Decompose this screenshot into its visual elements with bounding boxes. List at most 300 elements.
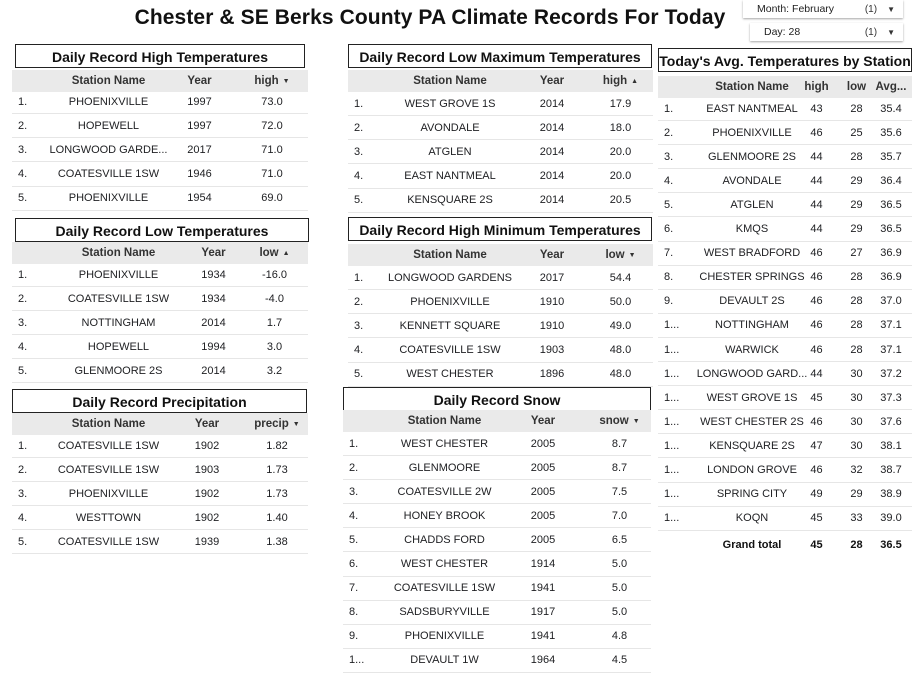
cell-station: PHOENIXVILLE <box>78 268 159 281</box>
cell-high: 46 <box>810 295 823 308</box>
table-row[interactable] <box>658 169 912 193</box>
column-header-year[interactable] <box>534 244 570 266</box>
chevron-down-icon[interactable]: ▼ <box>887 4 895 14</box>
column-header-station[interactable] <box>371 410 518 432</box>
cell-high: 46 <box>810 343 823 356</box>
column-header-station[interactable] <box>40 413 177 435</box>
cell-year: 2014 <box>539 121 565 134</box>
table-header-row <box>343 410 651 432</box>
cell-value: -4.0 <box>265 292 284 305</box>
column-header-station[interactable] <box>40 242 197 264</box>
column-header-low[interactable]: low <box>846 81 867 93</box>
cell-station: NOTTINGHAM <box>715 319 789 332</box>
table-row[interactable] <box>658 218 912 242</box>
column-header-value[interactable] <box>588 410 651 432</box>
cell-idx: 1... <box>664 415 680 428</box>
cell-high: 44 <box>810 174 823 187</box>
table-row[interactable] <box>348 189 653 213</box>
cell-value: 4.5 <box>611 654 628 667</box>
cell-idx: 2. <box>18 463 28 476</box>
cell-low: 29 <box>850 488 863 501</box>
chevron-down-icon[interactable]: ▼ <box>887 27 895 37</box>
month-filter[interactable] <box>743 0 903 18</box>
table-title: Daily Record Low Maximum Temperatures <box>348 44 652 68</box>
cell-station: HOPEWELL <box>77 119 140 132</box>
table-row[interactable] <box>658 193 912 217</box>
cell-high: 46 <box>810 415 823 428</box>
cell-idx: 2. <box>664 126 674 139</box>
sort-icon[interactable]: ▼ <box>292 420 300 428</box>
table-row[interactable] <box>343 504 651 528</box>
cell-idx: 1... <box>664 439 680 452</box>
cell-high: 45 <box>810 391 823 404</box>
cell-station: SADSBURYVILLE <box>399 606 490 619</box>
cell-low: 28 <box>850 319 863 332</box>
cell-idx: 3. <box>354 319 364 332</box>
column-header-station[interactable] <box>40 70 177 92</box>
table-row[interactable] <box>348 339 653 363</box>
cell-station: AVONDALE <box>722 174 782 187</box>
cell-idx: 1... <box>664 343 680 356</box>
table-row[interactable] <box>658 314 912 338</box>
table-row[interactable] <box>343 480 651 504</box>
cell-idx: 2. <box>349 461 359 474</box>
sort-icon[interactable]: ▼ <box>632 417 640 425</box>
table-row[interactable] <box>343 553 651 577</box>
table-row[interactable] <box>12 506 308 530</box>
cell-value: 69.0 <box>261 192 283 205</box>
cell-avg: 36.9 <box>880 271 902 284</box>
table-row[interactable] <box>343 649 651 673</box>
cell-station: GLENMOORE 2S <box>74 364 163 377</box>
cell-idx: 5. <box>349 533 359 546</box>
cell-idx: 1... <box>664 464 680 476</box>
cell-year: 2005 <box>530 533 556 546</box>
cell-station: WESTTOWN <box>75 511 142 524</box>
column-header-station[interactable] <box>376 70 524 92</box>
table-row[interactable] <box>12 263 308 287</box>
cell-value: 1.7 <box>266 316 283 329</box>
cell-high: 44 <box>810 367 823 380</box>
cell-value: 20.0 <box>609 145 632 158</box>
table-row[interactable] <box>12 90 308 114</box>
column-header-label: precip <box>254 418 289 430</box>
table-row[interactable] <box>12 138 308 162</box>
column-header-year[interactable] <box>187 413 227 435</box>
cell-low: 28 <box>850 343 863 356</box>
total-label: Grand total <box>722 538 782 551</box>
cell-high: 45 <box>810 512 823 525</box>
cell-year: 2005 <box>530 461 556 474</box>
cell-station: KENNETT SQUARE <box>399 319 501 332</box>
cell-year: 1896 <box>539 368 565 381</box>
cell-year: 1964 <box>530 654 556 667</box>
cell-station: PHOENIXVILLE <box>68 95 149 108</box>
cell-low: 29 <box>850 223 863 235</box>
cell-value: 48.0 <box>609 344 632 357</box>
cell-idx: 5. <box>18 535 28 548</box>
table-title: Today's Avg. Temperatures by Station <box>658 48 912 72</box>
column-header-year[interactable] <box>197 242 230 264</box>
page-title: Chester & SE Berks County PA Climate Records For Today <box>134 6 726 29</box>
cell-avg: 35.6 <box>880 126 902 139</box>
cell-year: 1902 <box>194 487 220 500</box>
table-row[interactable] <box>343 625 651 649</box>
cell-low: 33 <box>850 512 863 525</box>
cell-station: COATESVILLE 1SW <box>57 535 160 548</box>
cell-year: 2017 <box>539 271 565 284</box>
cell-value: 3.0 <box>266 340 283 353</box>
column-header-label: Station Name <box>71 418 146 430</box>
cell-idx: 8. <box>349 606 359 619</box>
cell-value: 3.2 <box>266 364 283 377</box>
cell-station: LONGWOOD GARDE... <box>49 143 168 156</box>
table-row[interactable] <box>343 577 651 601</box>
cell-station: WEST GROVE 1S <box>404 97 496 110</box>
table-row[interactable] <box>348 92 653 116</box>
cell-idx: 1... <box>664 488 680 501</box>
cell-station: PHOENIXVILLE <box>404 630 485 643</box>
table-row[interactable] <box>343 432 651 456</box>
table-title: Daily Record High Temperatures <box>15 44 305 68</box>
column-header-year[interactable] <box>177 70 222 92</box>
cell-idx: 2. <box>18 292 28 305</box>
table-title: Daily Record Precipitation <box>12 389 307 413</box>
column-header-value[interactable] <box>247 413 307 435</box>
cell-station: LONDON GROVE <box>707 464 797 476</box>
cell-low: 28 <box>850 295 863 308</box>
table-row[interactable] <box>658 338 912 362</box>
cell-idx: 6. <box>664 223 674 235</box>
table-row[interactable] <box>658 386 912 410</box>
cell-low: 28 <box>850 102 863 115</box>
cell-value: 7.0 <box>611 509 628 522</box>
cell-idx: 5. <box>354 368 364 381</box>
cell-value: 1.40 <box>266 511 288 524</box>
table-title: Daily Record High Minimum Temperatures <box>348 217 652 241</box>
cell-station: COATESVILLE 1SW <box>57 439 160 452</box>
cell-year: 2014 <box>539 97 565 110</box>
table-row[interactable] <box>348 363 653 387</box>
cell-year: 2005 <box>530 485 556 498</box>
table-row[interactable] <box>658 483 912 507</box>
cell-value: 8.7 <box>611 437 628 450</box>
table-row[interactable] <box>658 290 912 314</box>
day-filter-count: (1) <box>864 26 878 38</box>
cell-high: 46 <box>810 319 823 332</box>
cell-idx: 2. <box>354 295 364 308</box>
table-row[interactable] <box>348 266 653 290</box>
cell-year: 1997 <box>187 95 212 108</box>
cell-value: 5.0 <box>611 558 628 570</box>
cell-year: 2014 <box>539 194 565 207</box>
cell-low: 30 <box>850 439 863 452</box>
table-row[interactable] <box>12 114 308 138</box>
cell-idx: 8. <box>664 271 674 284</box>
cell-idx: 3. <box>18 487 28 500</box>
cell-idx: 7. <box>664 247 674 260</box>
sort-icon[interactable]: ▼ <box>628 251 636 259</box>
cell-high: 46 <box>810 247 823 260</box>
cell-year: 2005 <box>530 437 556 450</box>
table-row[interactable] <box>348 140 653 164</box>
column-header-year[interactable] <box>534 70 570 92</box>
cell-idx: 4. <box>349 509 359 522</box>
cell-idx: 3. <box>18 316 28 329</box>
cell-idx: 5. <box>18 192 28 205</box>
cell-year: 1903 <box>194 463 220 476</box>
column-header-label: Year <box>539 75 565 87</box>
cell-idx: 4. <box>18 168 28 181</box>
cell-value: 17.9 <box>609 97 632 110</box>
cell-year: 1946 <box>187 168 212 181</box>
day-filter-label: Day: <box>764 26 786 38</box>
cell-value: 1.73 <box>266 487 288 500</box>
cell-avg: 37.1 <box>880 319 902 332</box>
cell-year: 1914 <box>530 558 556 570</box>
cell-station: PHOENIXVILLE <box>410 295 490 308</box>
cell-idx: 4. <box>18 340 28 353</box>
column-header-station[interactable]: Station Name <box>715 81 789 93</box>
cell-idx: 4. <box>354 170 364 183</box>
cell-high: 44 <box>810 198 823 211</box>
cell-idx: 4. <box>664 174 674 187</box>
cell-idx: 1. <box>354 97 364 110</box>
cell-year: 1902 <box>194 439 220 452</box>
cell-station: ATGLEN <box>730 198 774 211</box>
table-row[interactable] <box>343 528 651 552</box>
total-avg: 36.5 <box>880 538 902 551</box>
table-row[interactable] <box>658 242 912 266</box>
cell-idx: 6. <box>349 558 359 570</box>
cell-low: 28 <box>850 150 863 163</box>
table-row[interactable] <box>348 314 653 338</box>
cell-value: 5.0 <box>611 582 628 595</box>
cell-year: 2014 <box>539 170 565 183</box>
cell-year: 1954 <box>187 192 212 205</box>
sort-icon[interactable]: ▲ <box>631 77 639 85</box>
column-header-label: low <box>605 249 625 261</box>
table-header-row <box>348 70 653 92</box>
month-filter-count: (1) <box>864 3 878 15</box>
cell-station: WEST CHESTER 2S <box>700 415 804 428</box>
cell-value: 4.8 <box>611 630 628 643</box>
table-row[interactable] <box>12 163 308 187</box>
cell-year: 1934 <box>201 292 226 305</box>
column-header-value[interactable] <box>237 70 307 92</box>
table-row[interactable] <box>12 482 308 506</box>
column-header-station[interactable] <box>376 244 524 266</box>
cell-station: COATESVILLE 1SW <box>67 292 170 305</box>
table-header-row <box>12 242 308 264</box>
table-row[interactable] <box>12 187 308 211</box>
column-header-year[interactable] <box>523 410 563 432</box>
cell-idx: 4. <box>18 511 28 524</box>
cell-avg: 35.4 <box>880 102 902 115</box>
table-row[interactable] <box>658 97 912 121</box>
cell-idx: 1... <box>349 654 365 667</box>
table-row[interactable] <box>12 458 308 482</box>
cell-avg: 38.1 <box>880 439 902 452</box>
table-row[interactable] <box>658 266 912 290</box>
column-header-high[interactable]: high <box>804 81 829 93</box>
table-header-row <box>12 413 308 435</box>
cell-idx: 1. <box>349 437 359 450</box>
cell-value: 7.5 <box>611 485 628 498</box>
table-row[interactable] <box>658 459 912 483</box>
cell-year: 1910 <box>539 319 565 332</box>
total-high: 45 <box>810 538 823 551</box>
column-header-label: Year <box>194 418 220 430</box>
cell-value: 71.0 <box>261 143 283 156</box>
cell-year: 1994 <box>201 340 226 353</box>
table-row[interactable] <box>12 287 308 311</box>
cell-idx: 9. <box>664 295 674 308</box>
month-filter-value: February <box>792 3 835 15</box>
table-row[interactable] <box>658 434 912 458</box>
column-header-label: Year <box>201 247 226 259</box>
cell-value: 1.38 <box>266 535 288 548</box>
column-header-value[interactable] <box>242 242 307 264</box>
cell-avg: 38.7 <box>880 464 902 476</box>
column-header-label: Station Name <box>407 415 482 427</box>
cell-station: DEVAULT 2S <box>719 295 785 308</box>
cell-idx: 1. <box>664 102 674 115</box>
cell-station: PHOENIXVILLE <box>68 487 149 500</box>
cell-idx: 1... <box>664 319 680 332</box>
cell-low: 28 <box>850 271 863 284</box>
column-header-avg[interactable]: Avg... <box>875 81 907 93</box>
table-row[interactable] <box>343 601 651 625</box>
cell-value: 71.0 <box>261 168 283 181</box>
cell-station: COATESVILLE 1SW <box>57 168 160 181</box>
cell-year: 1903 <box>539 344 565 357</box>
cell-year: 1939 <box>194 535 220 548</box>
cell-value: 1.82 <box>266 439 288 452</box>
cell-value: 1.73 <box>266 463 288 476</box>
table-row[interactable] <box>658 362 912 386</box>
cell-value: 72.0 <box>261 119 283 132</box>
sort-icon[interactable]: ▲ <box>282 249 290 257</box>
cell-station: PHOENIXVILLE <box>712 126 792 139</box>
cell-idx: 3. <box>349 485 359 498</box>
table-row[interactable] <box>12 434 308 458</box>
cell-station: COATESVILLE 2W <box>397 485 492 498</box>
cell-station: COATESVILLE 1SW <box>57 463 160 476</box>
day-filter-value: 28 <box>788 26 801 38</box>
column-header-label: Year <box>539 249 565 261</box>
cell-idx: 9. <box>349 630 359 643</box>
cell-station: SPRING CITY <box>716 488 788 501</box>
table-row[interactable] <box>12 530 308 554</box>
cell-avg: 37.1 <box>880 343 902 356</box>
cell-high: 46 <box>810 271 823 284</box>
table-header-row <box>348 244 653 266</box>
column-header-value[interactable] <box>588 244 653 266</box>
column-header-label: Station Name <box>413 75 487 87</box>
cell-avg: 35.7 <box>880 150 902 163</box>
cell-station: ATGLEN <box>428 145 472 158</box>
cell-value: 48.0 <box>609 368 632 381</box>
column-header-label: high <box>602 75 628 87</box>
table-row[interactable] <box>12 359 308 383</box>
cell-year: 1997 <box>187 119 212 132</box>
table-row[interactable] <box>12 335 308 359</box>
cell-station: KENSQUARE 2S <box>709 439 795 452</box>
cell-year: 1934 <box>201 268 226 281</box>
cell-value: 49.0 <box>609 319 632 332</box>
table-row[interactable] <box>348 290 653 314</box>
cell-idx: 3. <box>354 145 364 158</box>
cell-station: KENSQUARE 2S <box>407 194 493 207</box>
column-header-label: snow <box>599 415 629 427</box>
table-row[interactable] <box>348 116 653 140</box>
cell-idx: 5. <box>354 194 364 207</box>
cell-station: AVONDALE <box>420 121 480 134</box>
total-low: 28 <box>850 538 863 551</box>
cell-value: 18.0 <box>609 121 632 134</box>
table-row[interactable] <box>658 145 912 169</box>
cell-avg: 38.9 <box>880 488 902 501</box>
cell-avg: 39.0 <box>880 512 902 525</box>
cell-idx: 4. <box>354 344 364 357</box>
cell-avg: 36.9 <box>880 247 902 260</box>
cell-high: 44 <box>810 223 823 235</box>
cell-idx: 5. <box>18 364 28 377</box>
table-row[interactable] <box>12 311 308 335</box>
cell-year: 2014 <box>539 145 565 158</box>
cell-idx: 1... <box>664 367 680 380</box>
cell-year: 2014 <box>201 364 226 377</box>
cell-station: GLENMOORE 2S <box>707 150 797 163</box>
cell-avg: 36.5 <box>880 223 902 235</box>
cell-value: -16.0 <box>261 268 288 281</box>
cell-year: 1910 <box>539 295 565 308</box>
cell-idx: 1. <box>18 268 28 281</box>
table-row[interactable] <box>658 507 912 531</box>
cell-low: 30 <box>850 367 863 380</box>
column-header-label: Station Name <box>81 247 156 259</box>
cell-idx: 3. <box>664 150 674 163</box>
cell-station: WEST CHESTER <box>400 437 489 450</box>
cell-station: COATESVILLE 1SW <box>399 344 501 357</box>
cell-station: KMQS <box>735 223 769 235</box>
cell-year: 1941 <box>530 630 556 643</box>
cell-station: COATESVILLE 1SW <box>393 582 496 595</box>
sort-icon[interactable]: ▼ <box>282 77 290 85</box>
table-row[interactable] <box>658 121 912 145</box>
cell-high: 47 <box>810 439 823 452</box>
table-row[interactable] <box>348 165 653 189</box>
table-row[interactable] <box>343 456 651 480</box>
column-header-label: Station Name <box>413 249 487 261</box>
cell-idx: 1. <box>354 271 364 284</box>
cell-value: 8.7 <box>611 461 628 474</box>
cell-low: 27 <box>850 247 863 260</box>
cell-value: 20.5 <box>609 194 632 207</box>
cell-avg: 36.4 <box>880 174 902 187</box>
day-filter[interactable] <box>750 23 903 41</box>
cell-value: 50.0 <box>609 295 632 308</box>
cell-low: 29 <box>850 198 863 211</box>
cell-station: WARWICK <box>725 343 779 356</box>
cell-station: CHADDS FORD <box>404 533 485 546</box>
cell-idx: 7. <box>349 582 359 595</box>
cell-value: 5.0 <box>611 606 628 619</box>
cell-station: GLENMOORE <box>408 461 481 474</box>
table-row[interactable] <box>658 410 912 434</box>
column-header-value[interactable] <box>588 70 653 92</box>
